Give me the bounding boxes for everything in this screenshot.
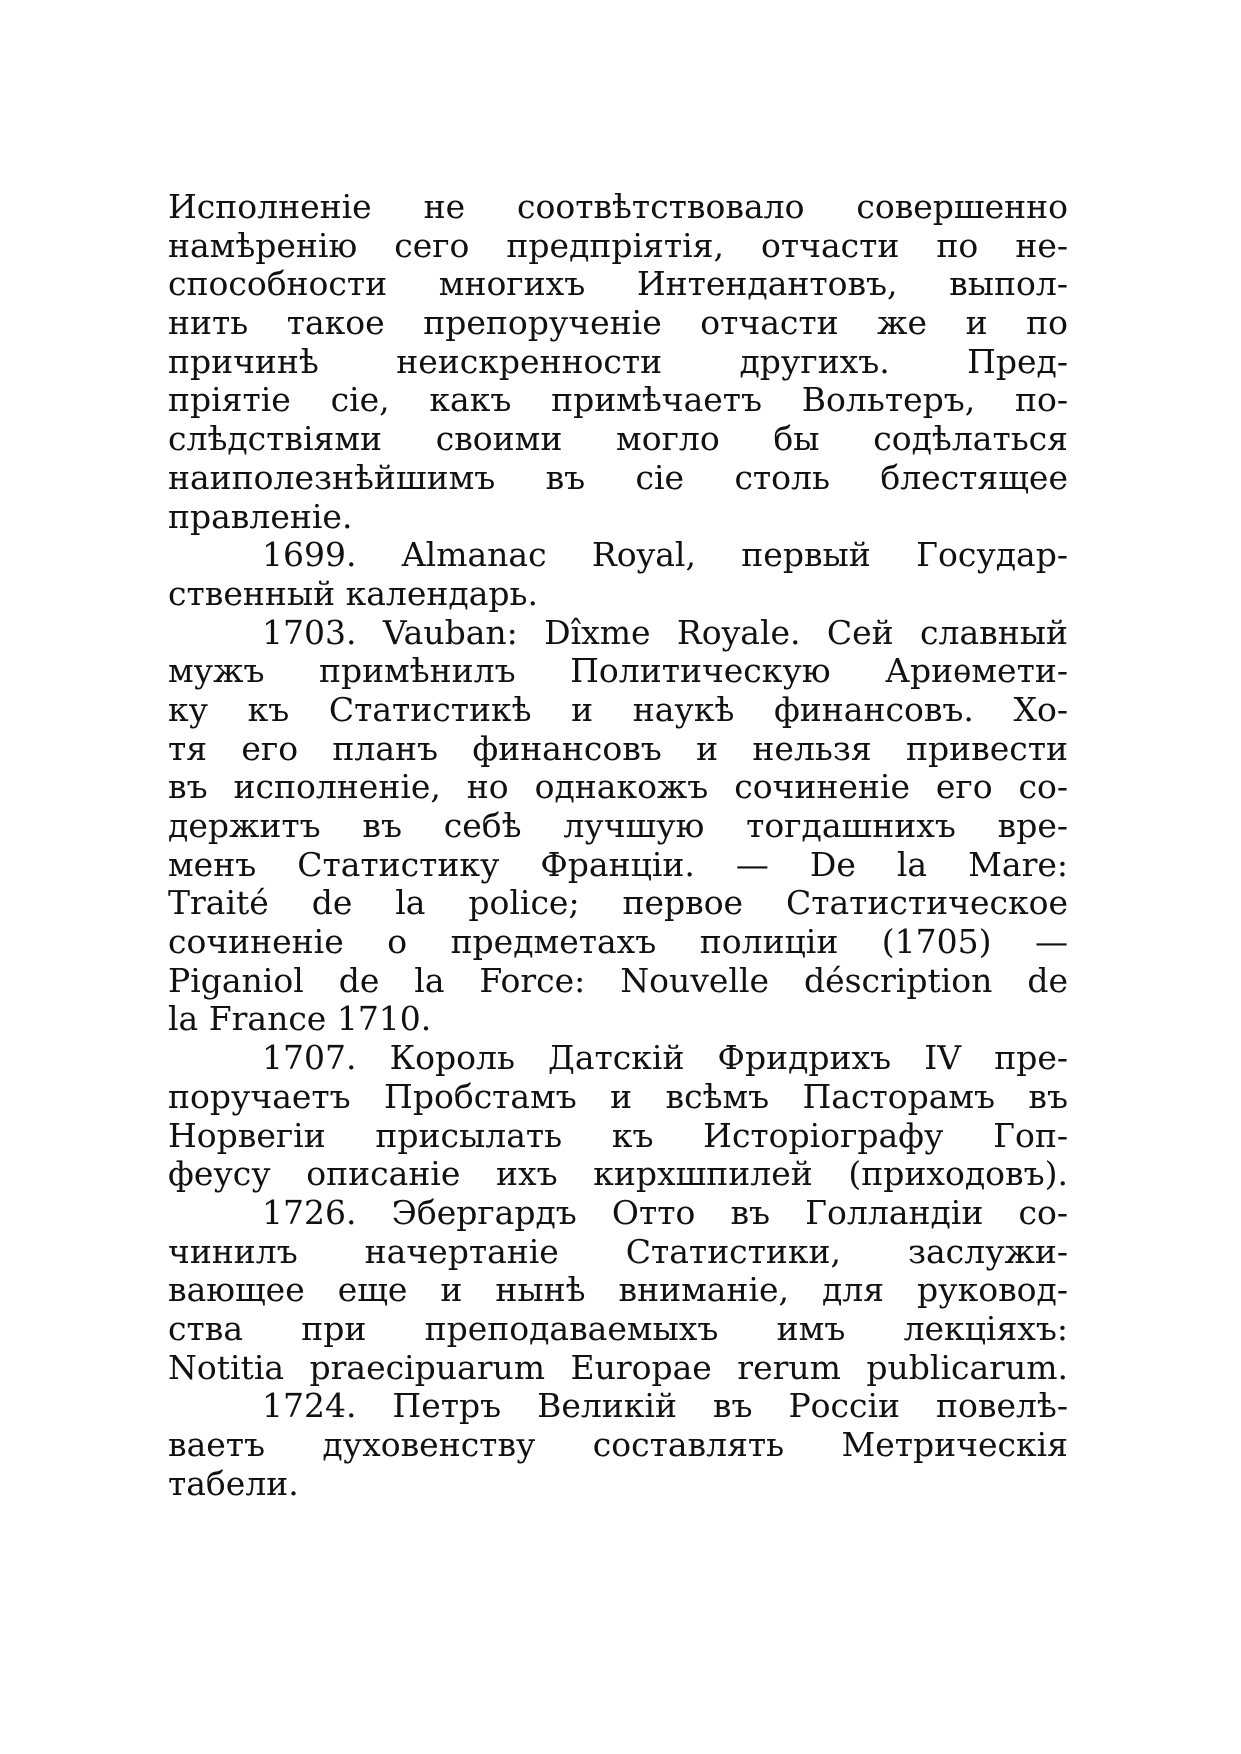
text-line: въ исполненіе, но однакожъ сочиненіе его со- xyxy=(168,767,1068,807)
text-line: 1724. Петръ Великій въ Россіи повелѣ- xyxy=(262,1386,1068,1426)
text-line: наиполезнѣйшимъ въ сіе столь блестящее xyxy=(168,457,1068,497)
text-line: слѣдствіями своими могло бы содѣлаться xyxy=(168,419,1068,459)
text-line: феусу описаніе ихъ кирхшпилей (приходовъ). xyxy=(168,1154,1068,1194)
text-line: мужъ примѣнилъ Политическую Ариѳмети- xyxy=(168,651,1068,691)
text-line: нить такое препорученіе отчасти же и по xyxy=(168,303,1068,343)
text-line: чинилъ начертаніе Статистики, заслужи- xyxy=(168,1231,1068,1271)
text-body xyxy=(168,188,1068,1503)
text-line: сочиненіе о предметахъ полиціи (1705) — xyxy=(168,922,1068,962)
text-line: Исполненіе не соотвѣтствовало совершенно xyxy=(168,187,1068,226)
text-line: 1707. Король Датскій Фридрихъ IV пре- xyxy=(262,1038,1068,1078)
text-line: 1699. Almanac Royal, первый Государ- xyxy=(262,535,1068,575)
text-line: ства при преподаваемыхъ имъ лекціяхъ: xyxy=(168,1308,1068,1348)
text-line: намѣренію сего предпріятія, отчасти по не- xyxy=(168,225,1068,265)
text-line: ваетъ духовенству составлять Метрическія xyxy=(168,1425,1068,1464)
text-line: поручаетъ Пробстамъ и всѣмъ Пасторамъ въ xyxy=(168,1076,1068,1116)
text-line: ку къ Статистикѣ и наукѣ финансовъ. Хо- xyxy=(168,689,1068,729)
text-line: ственный календарь. xyxy=(168,573,538,613)
text-line: Notitia praecipuarum Europae rerum publicarum. xyxy=(168,1347,1068,1387)
text-line: менъ Статистику Франціи. — De la Mare: xyxy=(168,844,1068,884)
text-line: 1703. Vauban: Dîxme Royale. Сей славный xyxy=(262,612,1068,652)
text-line: причинѣ неискренности другихъ. Пред- xyxy=(168,341,1068,381)
text-line: Piganiol de la Force: Nouvelle déscription de xyxy=(168,960,1068,1000)
text-line: вающее еще и нынѣ вниманіе, для руковод- xyxy=(168,1270,1068,1310)
text-line: 1726. Эбергардъ Отто въ Голландіи со- xyxy=(262,1192,1068,1232)
text-line: пріятіе сіе, какъ примѣчаетъ Вольтеръ, по- xyxy=(168,380,1068,420)
text-line: тя его планъ финансовъ и нельзя привести xyxy=(168,728,1068,768)
text-line: Traité de la police; первое Статистическое xyxy=(168,883,1068,923)
text-line: держитъ въ себѣ лучшую тогдашнихъ вре- xyxy=(168,806,1068,845)
text-line: la France 1710. xyxy=(168,999,432,1039)
text-line: табели. xyxy=(168,1463,299,1503)
text-line: Норвегіи присылать къ Исторіографу Гоп- xyxy=(168,1115,1068,1155)
text-line: правленіе. xyxy=(168,496,353,536)
text-line: способности многихъ Интендантовъ, выпол- xyxy=(168,264,1068,304)
